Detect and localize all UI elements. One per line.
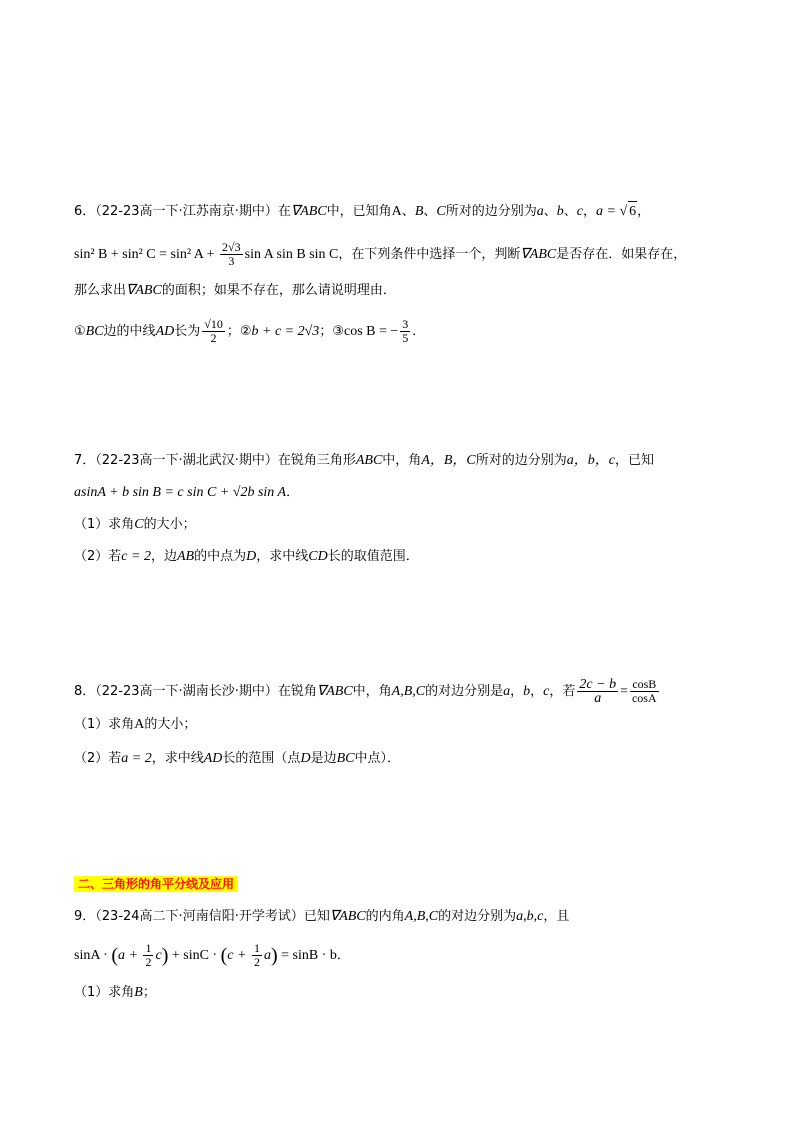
text: 长为 bbox=[174, 324, 201, 339]
formula: sin A sin B sin C bbox=[244, 247, 339, 262]
fraction bbox=[577, 678, 618, 705]
q7-line2 bbox=[74, 483, 734, 503]
q8-part1 bbox=[74, 715, 734, 735]
formula: b + c = 2√3 bbox=[251, 324, 320, 339]
formula: asinA + b sin B = c sin C + √2b sin A bbox=[74, 485, 287, 500]
var-BC: BC bbox=[85, 324, 104, 339]
text: ． bbox=[286, 485, 300, 500]
q9-source: （23-24高二下·河南信阳·开学考试） bbox=[95, 909, 304, 924]
text: 中，已知角 bbox=[326, 204, 392, 219]
text: （1）求角 bbox=[74, 717, 135, 732]
triangle-symbol: ∇ABC bbox=[520, 247, 557, 262]
var-A: A bbox=[134, 717, 145, 732]
paren-open: ( bbox=[220, 944, 228, 967]
sides: a，b，c bbox=[566, 453, 615, 468]
var-AD: AD bbox=[203, 751, 223, 766]
frac-num: 1 bbox=[145, 941, 152, 955]
vars: A,B,C bbox=[391, 684, 426, 699]
var-BC: BC bbox=[336, 751, 355, 766]
formula: sinA · bbox=[74, 948, 112, 963]
formula: c = 2 bbox=[121, 549, 151, 564]
text: 是边 bbox=[310, 751, 337, 766]
text: ， bbox=[637, 204, 651, 219]
text: ，求中线 bbox=[151, 751, 204, 766]
frac-num: 1 bbox=[253, 941, 260, 955]
paren-open: ( bbox=[111, 944, 119, 967]
q9-number: 9． bbox=[74, 909, 96, 924]
frac-den: cosA bbox=[631, 691, 657, 705]
text: 中点）． bbox=[354, 751, 400, 766]
text: 中，角 bbox=[352, 684, 392, 699]
var-c: c bbox=[543, 684, 550, 699]
q6-source: （22-23高一下·江苏南京·期中） bbox=[95, 204, 278, 219]
formula: sin² B + sin² C = sin² A + bbox=[74, 247, 219, 262]
q7-part2 bbox=[74, 547, 734, 567]
var-AD: AD bbox=[155, 324, 175, 339]
text: 在 bbox=[277, 204, 291, 219]
equals: = bbox=[620, 684, 628, 699]
text: ，已知 bbox=[615, 453, 655, 468]
q8-part2 bbox=[74, 749, 734, 769]
text: 的大小； bbox=[143, 517, 196, 532]
frac-den: 2 bbox=[253, 955, 260, 969]
text: 、 bbox=[563, 204, 577, 219]
q8-number: 8． bbox=[74, 684, 96, 699]
text: ，若 bbox=[549, 684, 576, 699]
text: 长的范围（点 bbox=[222, 751, 301, 766]
formula: c + bbox=[227, 948, 250, 963]
q7-part1 bbox=[74, 515, 734, 535]
formula: + sinC · bbox=[168, 948, 221, 963]
var-CD: CD bbox=[308, 549, 328, 564]
var-b: b bbox=[556, 204, 564, 219]
text: ； bbox=[226, 324, 240, 339]
choice-mark: ② bbox=[239, 324, 252, 339]
fraction bbox=[400, 318, 410, 345]
text: 的对边分别是 bbox=[425, 684, 504, 699]
text: ， bbox=[530, 684, 544, 699]
choice-mark: ① bbox=[74, 324, 86, 339]
formula: a = bbox=[596, 204, 620, 219]
q8-source: （22-23高一下·湖南长沙·期中） bbox=[95, 684, 278, 699]
triangle-symbol: ∇ABC bbox=[126, 283, 162, 298]
var-c: c bbox=[576, 204, 583, 219]
text: 那么求出 bbox=[74, 283, 127, 298]
q7-line1 bbox=[74, 451, 734, 471]
text: ，在下列条件中选择一个，判断 bbox=[338, 247, 521, 262]
text: ，且 bbox=[543, 909, 570, 924]
text: 、 bbox=[401, 204, 415, 219]
q9-part1 bbox=[74, 983, 734, 1003]
vars: A，B，C bbox=[421, 453, 476, 468]
text: 的中点为 bbox=[194, 549, 247, 564]
triangle-symbol: ∇ABC bbox=[290, 204, 327, 219]
var-A: A bbox=[391, 204, 402, 219]
var-a: a bbox=[503, 684, 511, 699]
fraction bbox=[252, 942, 262, 969]
frac-num: 3 bbox=[402, 317, 409, 331]
sqrt-sign: √ bbox=[619, 204, 628, 219]
q7-number: 7． bbox=[74, 453, 96, 468]
var-ABC: ABC bbox=[355, 453, 383, 468]
text: 的大小； bbox=[144, 717, 197, 732]
frac-num: 2√3 bbox=[222, 240, 241, 254]
text: 所对的边分别为 bbox=[445, 204, 537, 219]
var-B: B bbox=[134, 985, 143, 1000]
text: ． bbox=[336, 948, 350, 963]
fraction bbox=[202, 318, 225, 345]
text: 、 bbox=[423, 204, 437, 219]
frac-den: 5 bbox=[402, 331, 409, 345]
frac-den: a bbox=[594, 691, 602, 706]
fraction bbox=[220, 241, 243, 268]
text: （2）若 bbox=[74, 751, 122, 766]
text: 所对的边分别为 bbox=[475, 453, 567, 468]
text: 在锐角三角形 bbox=[277, 453, 356, 468]
text: 中，角 bbox=[382, 453, 422, 468]
choice-mark: ③ bbox=[332, 324, 344, 339]
sides: a,b,c bbox=[516, 909, 544, 924]
formula: c bbox=[155, 948, 162, 963]
q8-line1 bbox=[74, 678, 734, 705]
text: 已知 bbox=[303, 909, 330, 924]
q6-number: 6． bbox=[74, 204, 96, 219]
text: 的对边分别为 bbox=[438, 909, 517, 924]
q6-line1 bbox=[74, 201, 734, 222]
q7-source: （22-23高一下·湖北武汉·期中） bbox=[95, 453, 278, 468]
triangle-symbol: ∇ABC bbox=[316, 684, 353, 699]
text: 的面积；如果不存在，那么请说明理由． bbox=[161, 283, 396, 298]
triangle-symbol: ∇ABC bbox=[329, 909, 366, 924]
text: ， bbox=[510, 684, 524, 699]
q6-line2 bbox=[74, 241, 734, 268]
text: ， bbox=[583, 204, 597, 219]
var-D: D bbox=[246, 549, 257, 564]
frac-num: cosB bbox=[630, 678, 659, 692]
q9-line2 bbox=[74, 942, 734, 969]
text: 边的中线 bbox=[103, 324, 156, 339]
paren-close: ) bbox=[270, 944, 278, 967]
frac-num: 2c − b bbox=[579, 677, 617, 692]
sqrt-content: 6 bbox=[628, 201, 637, 222]
text: 长的取值范围． bbox=[327, 549, 419, 564]
frac-den: 3 bbox=[228, 254, 235, 268]
paren-close: ) bbox=[161, 944, 169, 967]
fraction bbox=[630, 678, 659, 705]
formula: cos B = − bbox=[343, 324, 399, 339]
var-b: b bbox=[523, 684, 531, 699]
text: 在锐角 bbox=[277, 684, 317, 699]
var-AB: AB bbox=[176, 549, 195, 564]
vars: A,B,C bbox=[404, 909, 439, 924]
text: ，求中线 bbox=[256, 549, 309, 564]
frac-den: 2 bbox=[210, 331, 217, 345]
q9-line1 bbox=[74, 907, 734, 927]
q6-line4 bbox=[74, 318, 734, 345]
var-C: C bbox=[134, 517, 144, 532]
text: 的内角 bbox=[365, 909, 405, 924]
formula: = sinB · b bbox=[277, 948, 337, 963]
section-header: 二、三角形的角平分线及应用 bbox=[74, 876, 238, 892]
var-B: B bbox=[414, 204, 424, 219]
text: （1）求角 bbox=[74, 985, 135, 1000]
text: ． bbox=[412, 324, 426, 339]
frac-den: 2 bbox=[145, 955, 152, 969]
text: 是否存在．如果存在， bbox=[556, 247, 687, 262]
formula: a + bbox=[118, 948, 142, 963]
q6-line3 bbox=[74, 281, 734, 301]
var-D: D bbox=[300, 751, 311, 766]
text: （1）求角 bbox=[74, 517, 135, 532]
text: （2）若 bbox=[74, 549, 122, 564]
text: 、 bbox=[543, 204, 557, 219]
frac-num: √10 bbox=[204, 317, 223, 331]
fraction bbox=[143, 942, 153, 969]
var-a: a bbox=[536, 204, 544, 219]
text: ，边 bbox=[150, 549, 177, 564]
formula: a = 2 bbox=[121, 751, 152, 766]
text: ； bbox=[142, 985, 156, 1000]
formula: a bbox=[263, 948, 271, 963]
text: ； bbox=[319, 324, 333, 339]
var-C: C bbox=[436, 204, 446, 219]
